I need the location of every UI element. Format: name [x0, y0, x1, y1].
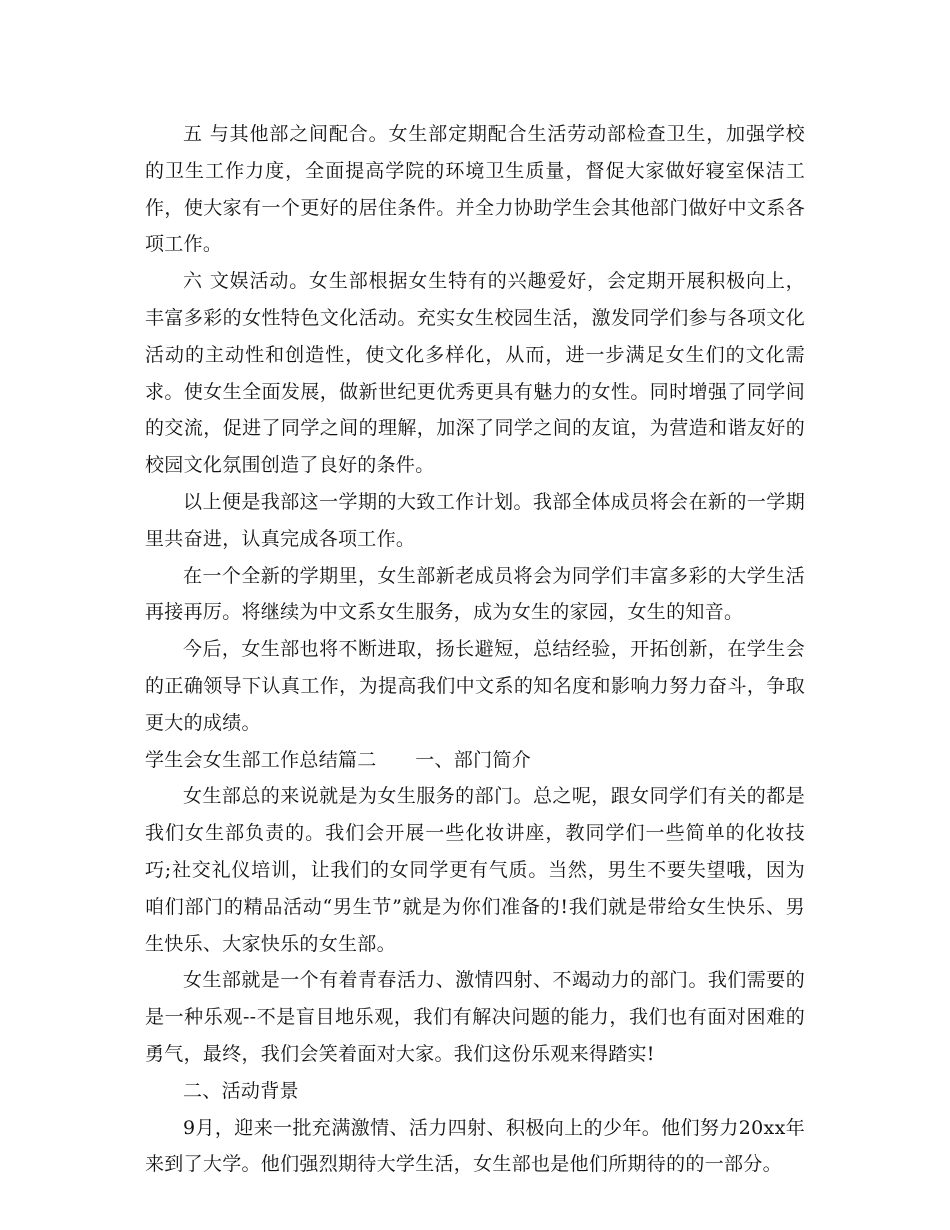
- document-body: [145, 116, 805, 1183]
- paragraph-new-semester: 在一个全新的学期里，女生部新老成员将会为同学们丰富多彩的大学生活再接再厉。将继续为中文系女生服务，成为女生的家园，女生的知音。: [145, 564, 805, 624]
- section-heading: 学生会女生部工作总结篇二 一、部门简介: [145, 748, 532, 771]
- subheading-activity-background: 二、活动背景: [183, 1079, 299, 1102]
- paragraph-cooperation: 五 与其他部之间配合。女生部定期配合生活劳动部检查卫生，加强学校的卫生工作力度，全面提高学院的环境卫生质量，督促大家做好寝室保洁工作，使大家有一个更好的居住条件。并全力协助学生会其他部门做好中文系各项工作。: [145, 123, 805, 256]
- paragraph-department-spirit: 女生部就是一个有着青春活力、激情四射、不竭动力的部门。我们需要的是一种乐观--不是盲目地乐观，我们有解决问题的能力，我们也有面对困难的勇气，最终，我们会笑着面对大家。我们这份乐观来得踏实!: [145, 969, 805, 1065]
- paragraph-entertainment: 六 文娱活动。女生部根据女生特有的兴趣爱好，会定期开展积极向上，丰富多彩的女性特色文化活动。充实女生校园生活，激发同学们参与各项文化活动的主动性和创造性，使文化多样化，从而，进一步满足女生们的文化需求。使女生全面发展，做新世纪更优秀更具有魅力的女性。同时增强了同学间的交流，促进了同学之间的理解，加深了同学之间的友谊，为营造和谐友好的校园文化氛围创造了良好的条件。: [145, 270, 805, 477]
- paragraph-activity-background: 9月，迎来一批充满激情、活力四射、积极向上的少年。他们努力20xx年来到了大学。他们强烈期待大学生活，女生部也是他们所期待的的一部分。: [145, 1116, 805, 1176]
- paragraph-department-intro: 女生部总的来说就是为女生服务的部门。总之呢，跟女同学们有关的都是我们女生部负责的。我们会开展一些化妆讲座，教同学们一些简单的化妆技巧;社交礼仪培训，让我们的女同学更有气质。当然，男生不要失望哦，因为咱们部门的精品活动“男生节”就是为你们准备的!我们就是带给女生快乐、男生快乐、大家快乐的女生部。: [145, 785, 805, 955]
- paragraph-future: 今后，女生部也将不断进取，扬长避短，总结经验，开拓创新，在学生会的正确领导下认真工作，为提高我们中文系的知名度和影响力努力奋斗，争取更大的成绩。: [145, 638, 805, 734]
- paragraph-plan-summary: 以上便是我部这一学期的大致工作计划。我部全体成员将会在新的一学期里共奋进，认真完成各项工作。: [145, 490, 805, 550]
